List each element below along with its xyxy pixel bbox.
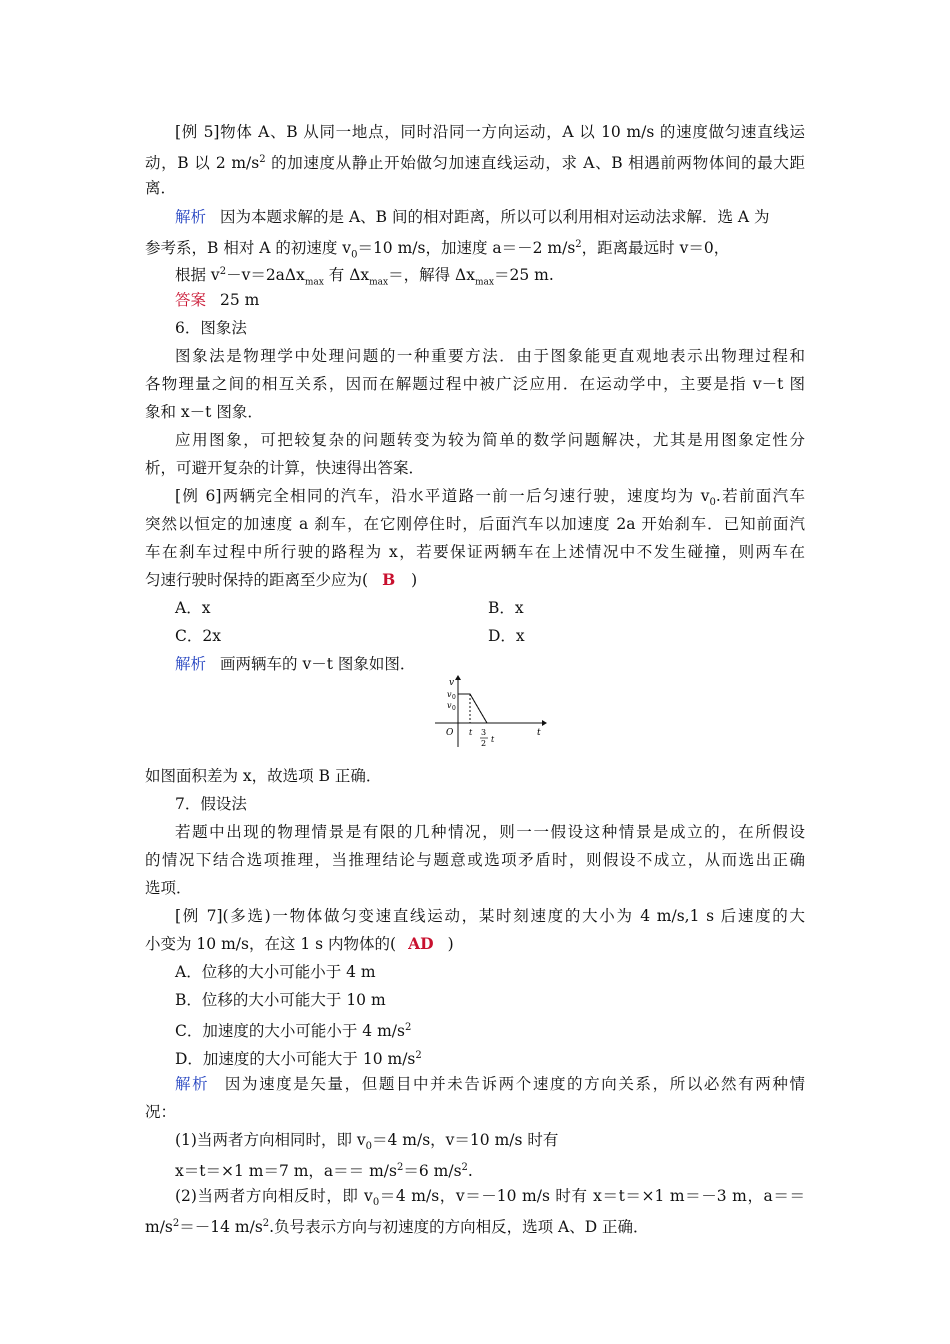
- example6-option-d: D．x: [488, 627, 525, 645]
- solution-label: 解析: [175, 655, 207, 673]
- vt-graph-frac-denominator: 2: [481, 739, 487, 748]
- example7-case1-line1: (1)当两者方向相同时，即 $v_0=4$ m/s，v＝10 m/s 时有: [175, 1131, 559, 1153]
- example6-option-a: A．x: [175, 599, 211, 617]
- section7-para-line2: 的情况下结合选项推理，当推理结论与题意或选项矛盾时，则假设不成立，从而选出正确: [145, 851, 805, 869]
- example7-option-a: A．位移的大小可能小于 4 m: [175, 963, 376, 981]
- vt-graph-v0-tick-b-sub: 0: [452, 705, 456, 712]
- example5-solution-line1: 解析 因为本题求解的是 A、B 间的相对距离，所以可以利用相对运动法求解．选 A 为: [175, 208, 770, 226]
- example6-line1: [例 6]两辆完全相同的汽车，沿水平道路一前一后匀速行驶，速度均为 $v_0$.若前面汽车: [175, 487, 805, 509]
- vt-graph-v0-tick-a-sub: 0: [452, 694, 456, 701]
- section6-para1-line3: 象和 x－t 图象．: [145, 403, 263, 421]
- example7-answer: AD: [408, 934, 434, 953]
- vt-graph-frac-numerator: 3: [481, 728, 487, 737]
- example7-option-d: D．加速度的大小可能大于 10 $m/s^2$: [175, 1050, 422, 1069]
- example6-line2: 突然以恒定的加速度 a 刹车，在它刚停住时，后面汽车以加速度 2a 开始刹车．已知前面汽: [145, 515, 805, 533]
- vt-graph-x-arrow: [542, 720, 547, 726]
- example6-line3: 车在刹车过程中所行驶的路程为 x，若要保证两辆车在上述情况中不发生碰撞，则两车在: [145, 543, 805, 561]
- example7-option-b: B．位移的大小可能大于 10 m: [175, 991, 386, 1009]
- example6-option-c: C．2x: [175, 627, 221, 645]
- solution-label: 解析: [175, 208, 207, 226]
- example5-line2: 动，B 以 2 $m/s^2$ 的加速度从静止开始做匀加速直线运动，求 A、B 相遇前两物体间的最大距: [145, 154, 805, 173]
- section6-para1-line2: 各物理量之间的相互关系，因而在解题过程中被广泛应用．在运动学中，主要是指 v－t 图: [145, 375, 805, 393]
- vt-graph-t-tick: t: [469, 728, 473, 737]
- example6-conclusion: 如图面积差为 x，故选项 B 正确．: [145, 767, 382, 785]
- example7-case1-line2: x＝t＝×1 m＝7 m，$a== m/s^2=6$ $m/s^2$.: [175, 1162, 473, 1181]
- vt-graph-v0-tick-b: v: [447, 701, 452, 710]
- example7-option-c: C．加速度的大小可能小于 4 $m/s^2$: [175, 1022, 412, 1041]
- section7-para-line3: 选项．: [145, 879, 192, 897]
- section7-para-line1: 若题中出现的物理情景是有限的几种情况，则一一假设这种情景是成立的，在所假设: [175, 823, 805, 841]
- vt-graph-y-label: v: [449, 678, 455, 688]
- example6-option-b: B．x: [488, 599, 524, 617]
- section6-heading: 6．图象法: [175, 319, 247, 337]
- vt-graph-line-rear-car-brake: [470, 694, 487, 723]
- vt-graph: [425, 675, 560, 757]
- vt-graph-x-label: t: [537, 728, 541, 738]
- example6-answer: B: [382, 570, 396, 589]
- vt-graph-v0-tick-a: v: [447, 690, 452, 699]
- answer-label: 答案: [175, 291, 207, 309]
- section6-para2-line1: 应用图象，可把较复杂的问题转变为较为简单的数学问题解决，尤其是用图象定性分: [175, 431, 805, 449]
- example7-line2: 小变为 10 m/s，在这 1 s 内物体的( AD ): [145, 934, 454, 953]
- section6-para2-line2: 析，可避开复杂的计算，快速得出答案．: [145, 459, 425, 477]
- solution-label: 解析: [175, 1075, 210, 1093]
- example5-line1: [例 5]物体 A、B 从同一地点，同时沿同一方向运动，A 以 10 m/s 的速度做匀速直线运: [175, 123, 805, 141]
- example6-solution: 解析 画两辆车的 v－t 图象如图．: [175, 655, 416, 673]
- vt-graph-origin: O: [446, 728, 454, 738]
- example7-case2-line2: $m/s^2=-14$ $m/s^2$.负号表示方向与初速度的方向相反，选项 A、D 正确．: [145, 1218, 649, 1237]
- section6-para1-line1: 图象法是物理学中处理问题的一种重要方法．由于图象能更直观地表示出物理过程和: [175, 347, 805, 365]
- vt-graph-y-arrow: [455, 675, 461, 680]
- example5-solution-line3: 根据 $v^2-v=2a\Delta x_{max}$ 有 $\Delta x_{max}=$，解得 $\Delta x_{max}=25$ m.: [175, 266, 554, 288]
- example5-line3: 离．: [145, 179, 177, 197]
- example7-line1: [例 7](多选)一物体做匀变速直线运动，某时刻速度的大小为 4 m/s,1 s 后速度的大: [175, 907, 805, 925]
- example7-solution-line1: 解析 因为速度是矢量，但题目中并未告诉两个速度的方向关系，所以必然有两种情: [175, 1075, 805, 1093]
- example6-line4: 匀速行驶时保持的距离至少应为( B ): [145, 570, 418, 589]
- section7-heading: 7．假设法: [175, 795, 247, 813]
- example5-solution-line2: 参考系，B 相对 A 的初速度 $v_0=10$ m/s，加速度 a＝－2 $m/s^2$，距离最远时 v＝0，: [145, 239, 730, 261]
- example7-case2-line1: (2)当两者方向相反时，即 $v_0=4$ m/s，v＝－10 m/s 时有 x＝t＝×1 m＝－3 m，a＝＝: [175, 1187, 805, 1209]
- vt-graph-frac-t: t: [491, 735, 495, 744]
- example7-solution-line2: 况：: [145, 1103, 177, 1121]
- example5-answer: 答案 25 m: [175, 291, 260, 309]
